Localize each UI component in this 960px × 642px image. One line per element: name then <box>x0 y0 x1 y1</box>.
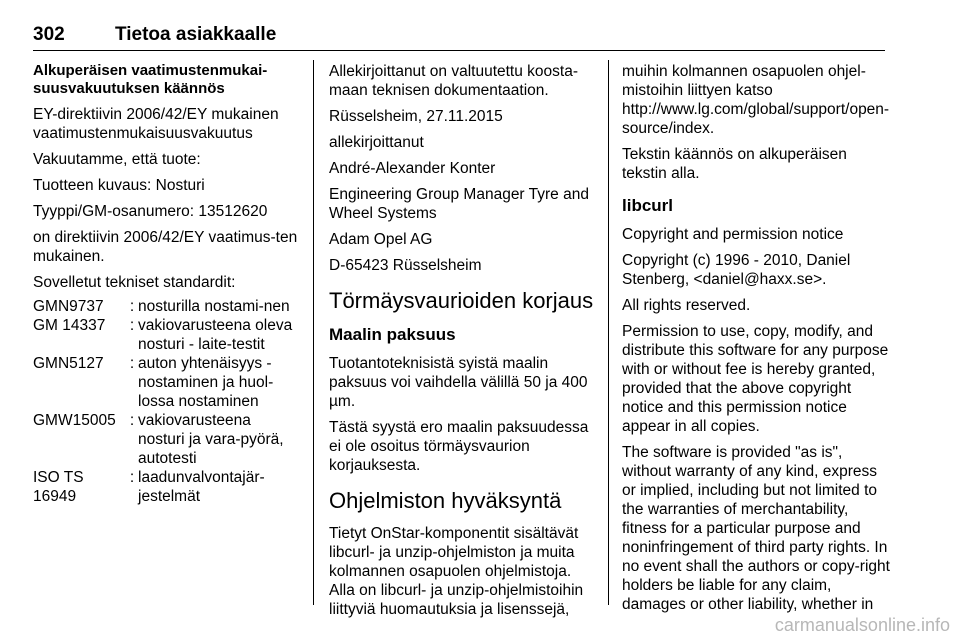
column-2 <box>329 62 594 626</box>
table-row: GMN5127 : auton yhtenäisyys - nostaminen ja huol-lossa nostaminen <box>33 355 274 410</box>
table-row: GM 14337 : vakiovarusteena oleva nosturi - laite-testit <box>33 317 293 353</box>
signatory-role: Engineering Group Manager Tyre and Wheel Systems <box>329 186 589 222</box>
software-approval-text: Tietyt OnStar-komponentit sisältävät libcurl- ja unzip-ohjelmiston ja muita kolmannen osapuolen ohjelmistoja. Alla on libcurl- ja unzip-ohjelmistoihin liittyviä huomautuksia ja lisenssejä, <box>329 525 584 618</box>
warranty-text: The software is provided "as is", without warranty of any kind, express or implied, including but not limited to the warranties of merchantability, fitness for a particular purpose and noninfringement of third party rights. In no event shall the authors or copy-right holders be liable for any claim, damages or other liability, whether in <box>622 444 890 613</box>
paint-difference-text: Tästä syystä ero maalin paksuudessa ei ole osoitus törmäysvaurion korjauksesta. <box>329 419 589 474</box>
authorization-text: Allekirjoittanut on valtuutettu koosta-maan teknisen dokumentaation. <box>329 63 578 99</box>
third-party-text: muihin kolmannen osapuolen ohjel-mistoihin liittyen katso http://www.lg.com/global/support/open-source/index. <box>622 63 890 137</box>
column-3 <box>622 62 890 621</box>
table-row: GMW15005 : vakiovarusteena nosturi ja vara-pyörä, autotesti <box>33 412 284 467</box>
collision-repair-heading: Törmäysvaurioiden korjaus <box>329 288 594 313</box>
signatory-name: André-Alexander Konter <box>329 160 496 177</box>
declaration-heading: Alkuperäisen vaatimustenmukai- suusvakuutuksen käännös <box>33 62 268 97</box>
watermark: carmanualsonline.info <box>774 615 950 635</box>
company-address: D-65423 Rüsselsheim <box>329 257 482 274</box>
standards-table <box>33 297 298 506</box>
standards-intro: Sovelletut tekniset standardit: <box>33 274 236 291</box>
page-title: Tietoa asiakkaalle <box>115 24 277 45</box>
column-divider-2 <box>608 60 609 605</box>
signatory-label: allekirjoittanut <box>329 134 424 151</box>
paint-thickness-text: Tuotantoteknisistä syistä maalin paksuus voi vaihdella välillä 50 ja 400 µm. <box>329 355 588 410</box>
assurance-text: Vakuutamme, että tuote: <box>33 151 201 168</box>
part-number: Tyyppi/GM-osanumero: 13512620 <box>33 203 268 220</box>
column-1 <box>33 62 298 506</box>
product-description: Tuotteen kuvaus: Nosturi <box>33 177 205 194</box>
table-row: ISO TS 16949 : laadunvalvontajär-jestelmät <box>33 469 265 505</box>
column-divider-1 <box>313 60 314 605</box>
rights-reserved: All rights reserved. <box>622 297 751 314</box>
paint-thickness-heading: Maalin paksuus <box>329 325 456 344</box>
directive-text: EY-direktiivin 2006/42/EY mukainen vaatimustenmukaisuusvakuutus <box>33 106 279 142</box>
page-number: 302 <box>33 24 65 45</box>
permission-text: Permission to use, copy, modify, and distribute this software for any purpose with or without fee is hereby granted, provided that the above copyright notice and this permission notice appear in all copies. <box>622 323 889 435</box>
company-name: Adam Opel AG <box>329 231 433 248</box>
place-date: Rüsselsheim, 27.11.2015 <box>329 108 503 125</box>
table-row: GMN9737 : nosturilla nostami-nen <box>33 298 290 315</box>
copyright-notice-title: Copyright and permission notice <box>622 226 844 243</box>
libcurl-heading: libcurl <box>622 196 674 215</box>
page-header <box>33 20 885 51</box>
copyright-line: Copyright (c) 1996 - 2010, Daniel Stenberg, <daniel@haxx.se>. <box>622 252 851 288</box>
translation-note: Tekstin käännös on alkuperäisen tekstin alla. <box>622 146 847 182</box>
software-approval-heading: Ohjelmiston hyväksyntä <box>329 488 562 513</box>
conformity-text: on direktiivin 2006/42/EY vaatimus-ten mukainen. <box>33 229 298 265</box>
